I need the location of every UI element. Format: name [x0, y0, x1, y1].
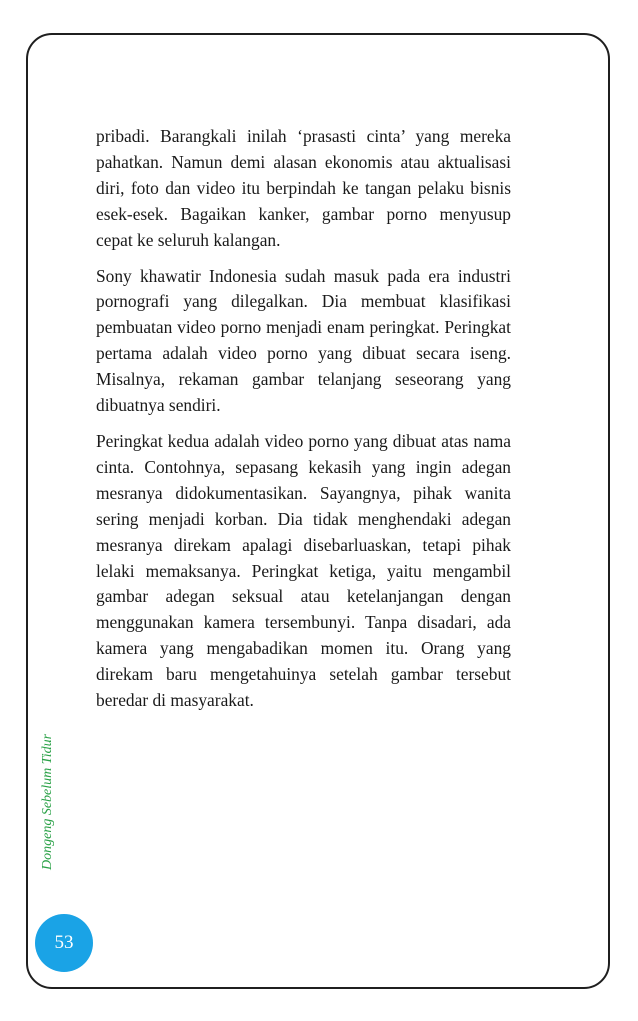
paragraph-2: Sony khawatir Indonesia sudah masuk pada era industri pornografi yang dilegalkan. Dia membuat klasifikasi pembuatan video porno menjadi enam peringkat. Peringkat pertama adalah video porno yang dibuat secara iseng. Misalnya, rekaman gambar telanjang seseorang yang dibuatnya sendiri. — [96, 265, 511, 416]
body-text — [96, 124, 511, 724]
running-title: Dongeng Sebelum Tidur — [40, 733, 55, 870]
page-number-badge — [35, 914, 93, 972]
paragraph-1: pribadi. Barangkali inilah ‘prasasti cinta’ yang mereka pahatkan. Namun demi alasan ekonomis atau aktualisasi diri, foto dan video itu berpindah ke tangan pelaku bisnis esek-esek. Bagaikan kanker, gambar porno menyusup cepat ke seluruh kalangan. — [96, 126, 511, 250]
page-number: 53 — [54, 932, 74, 953]
paragraph-3: Peringkat kedua adalah video porno yang dibuat atas nama cinta. Contohnya, sepasang kekasih yang ingin adegan mesranya didokumentasikan. Sayangnya, pihak wanita sering menjadi korban. Dia tidak menghendaki adegan mesranya direkam apalagi disebarluaskan, tetapi pihak lelaki memaksanya. Peringkat ketiga, yaitu mengambil gambar adegan seksual atau ketelanjangan dengan menggunakan kamera tersembunyi. Tanpa disadari, ada kamera yang mengabadikan momen itu. Orang yang direkam baru mengetahuinya setelah gambar tersebut beredar di masyarakat. — [96, 430, 511, 711]
